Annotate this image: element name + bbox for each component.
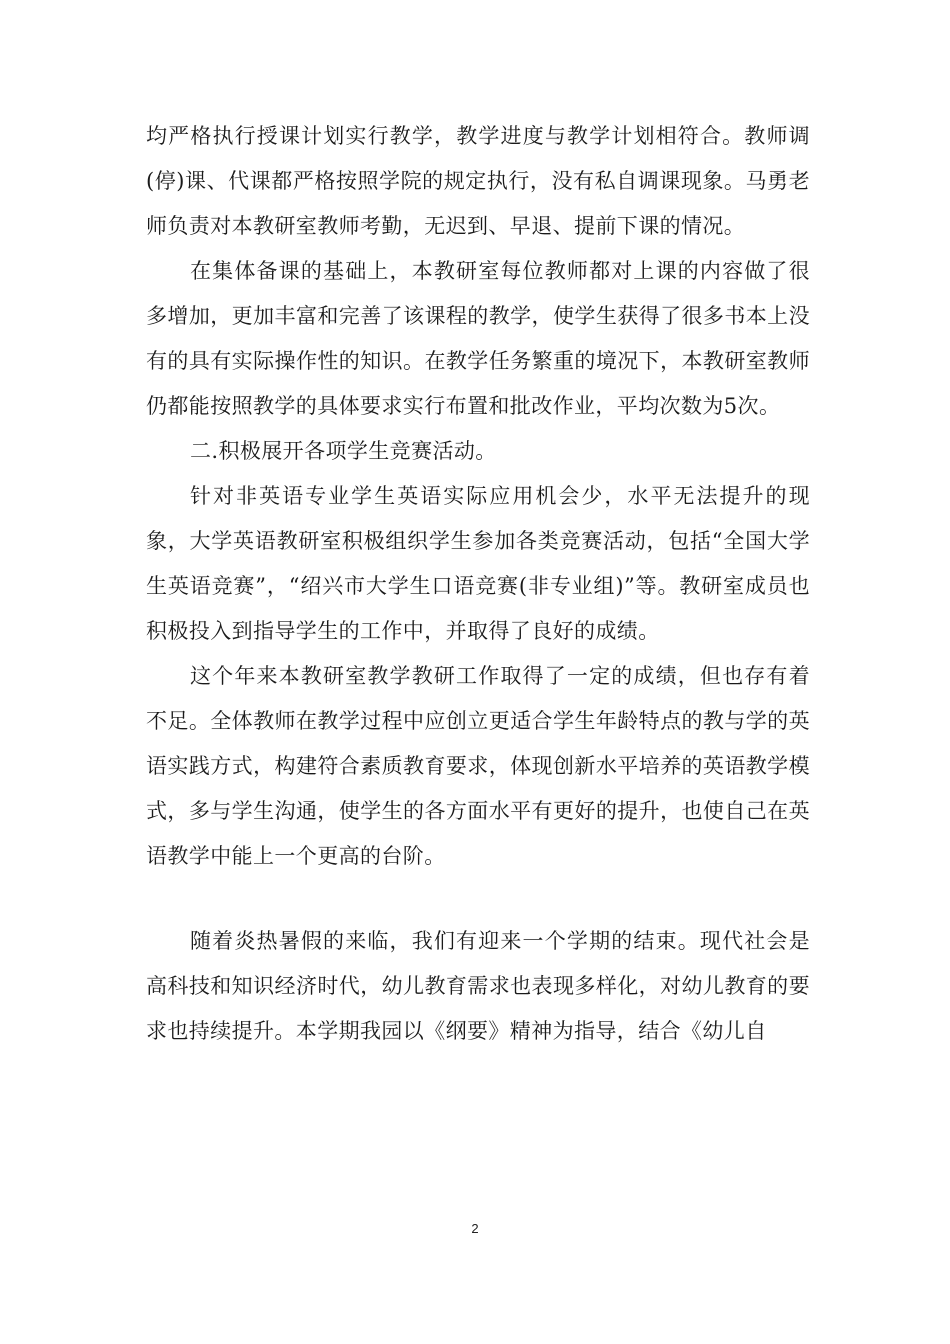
paragraph-5: 随着炎热暑假的来临，我们有迎来一个学期的结束。现代社会是高科技和知识经济时代，幼儿教育需求也表现多样化，对幼儿教育的要求也持续提升。本学期我园以《纲要》精神为指导，结合《幼儿自 [146, 929, 810, 1043]
paragraph-4: 这个年来本教研室教学教研工作取得了一定的成绩，但也存有着不足。全体教师在教学过程中应创立更适合学生年龄特点的教与学的英语实践方式，构建符合素质教育要求，体现创新水平培养的英语教学模式，多与学生沟通，使学生的各方面水平有更好的提升，也使自己在英语教学中能上一个更高的台阶。 [146, 664, 810, 868]
page-number: 2 [471, 1221, 479, 1236]
paragraph-1: 均严格执行授课计划实行教学，教学进度与教学计划相符合。教师调(停)课、代课都严格按照学院的规定执行，没有私自调课现象。马勇老师负责对本教研室教师考勤，无迟到、早退、提前下课的情况。 [146, 124, 810, 238]
section-heading: 二.积极展开各项学生竞赛活动。 [190, 439, 497, 463]
paragraph-2: 在集体备课的基础上，本教研室每位教师都对上课的内容做了很多增加，更加丰富和完善了该课程的教学，使学生获得了很多书本上没有的具有实际操作性的知识。在教学任务繁重的境况下，本教研室教师仍都能按照教学的具体要求实行布置和批改作业，平均次数为5次。 [146, 259, 810, 418]
paragraph-3: 针对非英语专业学生英语实际应用机会少，水平无法提升的现象，大学英语教研室积极组织学生参加各类竞赛活动，包括“全国大学生英语竞赛”，“绍兴市大学生口语竞赛(非专业组)”等。教研室成员也积极投入到指导学生的工作中，并取得了良好的成绩。 [146, 484, 810, 643]
document-body [146, 114, 810, 1054]
paragraph-gap [146, 879, 810, 919]
